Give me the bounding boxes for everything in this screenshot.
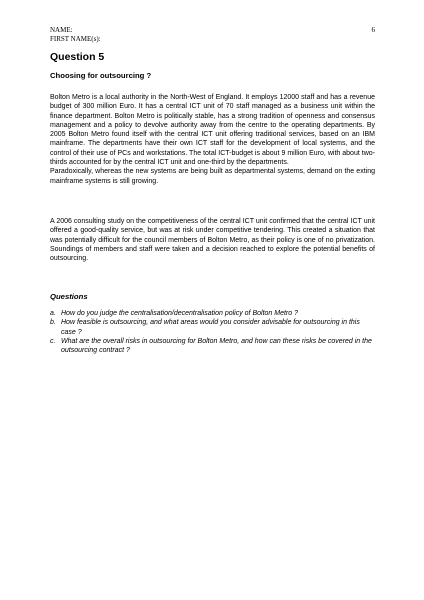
question-title: Question 5 (50, 51, 105, 63)
page-header (50, 26, 375, 44)
list-item (50, 337, 375, 356)
paragraph-1-text: Bolton Metro is a local authority in the North-West of England. It employs 12000 staff and has a revenue budget of 300 million Euro. It has a central ICT unit of 70 staff managed as a business unit within the finance department. Bolton Metro is politically stable, has a strong tradition of openness and consensus management and a policy to devolve authority away from the centre to the operating departments. By 2005 Bolton Metro found itself with the central ICT unit offering traditional services, based on an IBM mainframe. The departments have their own ICT staff for the development of local systems, and the control of their use of PCs and workstations. The total ICT-budget is about 9 million Euro, with about two-thirds accounted for by the central ICT unit and one-third by the departments. (50, 94, 375, 167)
case-paragraph-2 (50, 217, 375, 263)
name-label: NAME: (50, 26, 73, 34)
paragraph-2-text: A 2006 consulting study on the competitiveness of the central ICT unit confirmed that the central ICT unit offered a good-quality service, but was at risk under competitive tendering. This created a situation that was potentially difficult for the council members of Bolton Metro, as their policy is one of no privatization. Soundings of members and staff were taken and a decision reached to explore the potential benefits of outsourcing. (50, 218, 375, 263)
list-item (50, 309, 375, 318)
question-text: What are the overall risks in outsourcing for Bolton Metro, and how can these risks be covered in the outsourcing contract ? (61, 337, 372, 355)
question-text: How feasible is outsourcing, and what areas would you consider advisable for outsourcing in this case ? (61, 319, 360, 336)
question-subtitle: Choosing for outsourcing ? (50, 71, 152, 80)
question-text: How do you judge the centralisation/decentralisation policy of Bolton Metro ? (61, 310, 298, 317)
page-number: 6 (371, 26, 375, 34)
questions-list (50, 309, 375, 355)
question-letter: b. (50, 319, 56, 327)
case-paragraph-1 (50, 93, 375, 186)
list-item (50, 318, 375, 337)
question-letter: c. (50, 337, 56, 345)
first-names-label: FIRST NAME(s): (50, 35, 101, 43)
question-letter: a. (50, 310, 56, 317)
paragraph-1-continuation: Paradoxically, whereas the new systems are being built as departmental systems, demand on the exting mainframe systems is still growing. (50, 168, 375, 185)
questions-heading: Questions (50, 292, 88, 301)
